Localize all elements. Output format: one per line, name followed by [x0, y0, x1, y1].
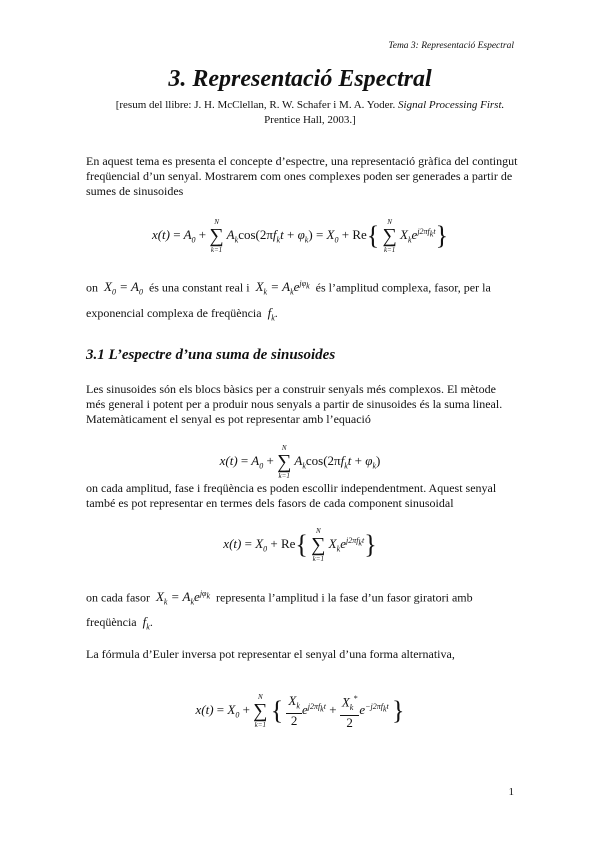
intro-frequency-line: exponencial complexa de freqüència $f_k$. — [86, 305, 278, 323]
intro-constant-line — [86, 279, 491, 297]
intro-on-word: on — [86, 280, 98, 295]
section-paragraph-2: on cada amplitud, fase i freqüència es poden escollir independentment. Aquest senyal també es pot representar en termes dels fasors de cada component sinusoidal — [86, 481, 497, 510]
page-number: 1 — [508, 786, 514, 798]
intro-phasor-text: és l’amplitud complexa, fasor, per la — [315, 280, 491, 295]
equation-inverse-euler: $x(t) = X_0$ + N ∑ k=1 { $\frac{X_k}{2}$ $e^{j2\pi f_kt}$ + $\frac{X_k^*}{2}$ $e^{-j2\pi f_kt}$ } — [195, 692, 405, 730]
math-xk-phasor-2: $X_k = A_ke^{j\varphi_k}$ — [155, 589, 211, 607]
reference-prefix: [resum del llibre: J. H. McClellan, R. W. Schafer i M. A. Yoder. — [115, 99, 396, 111]
intro-paragraph: En aquest tema es presenta el concepte d’espectre, una representació gràfica del contingut freqüencial d’un senyal. Mostrarem com ones complexes poden ser generades a partir de sumes de sinusoides — [86, 154, 518, 198]
page-title: 3. Representació Espectral — [168, 66, 432, 92]
section-heading-3-1: 3.1 L’espectre d’una suma de sinusoides — [86, 347, 336, 363]
equation-signal-sum-1: $x(t) = A_0$ + N ∑ k=1 $A_k\cos(2\pi f_kt + \varphi_k) = X_0 + Re${ N ∑ k=1 $X_ke^{j2\pi f_kt}$} — [151, 218, 449, 254]
phasor-description-line — [86, 589, 473, 607]
reference-publisher: Prentice Hall, 2003.] — [264, 114, 356, 126]
phasor-frequency-line: freqüència $f_k$. — [86, 614, 153, 632]
phasor-prefix: on cada fasor — [86, 590, 150, 605]
book-reference — [100, 98, 520, 128]
phasor-frequency-text: freqüència — [86, 615, 137, 629]
math-fk-2: $f_k$ — [142, 614, 150, 632]
math-fk: $f_k$ — [267, 305, 275, 323]
section-paragraph-1: Les sinusoides són els blocs bàsics per a construir senyals més complexos. El mètode més general i potent per a produir nous senyals a partir de sinusoides és la suma lineal. Matemàticament el senyal es pot representar amb l’equació — [86, 382, 503, 426]
phasor-suffix: representa l’amplitud i la fase d’un fasor giratori amb — [216, 590, 473, 605]
math-xk-phasor: $X_k = A_ke^{j\varphi_k}$ — [255, 279, 310, 297]
equation-signal-sum-2: $x(t) = A_0$ + N ∑ k=1 $A_k\cos(2\pi f_kt + \varphi_k)$ — [219, 444, 381, 480]
equation-signal-phasor: $x(t) = X_0 + Re${ N ∑ k=1 $X_ke^{j2\pi f_kt}$} — [223, 527, 377, 563]
reference-book-title: Signal Processing First. — [398, 99, 505, 111]
intro-frequency-text: exponencial complexa de freqüència — [86, 306, 262, 320]
euler-paragraph: La fórmula d’Euler inversa pot representar el senyal d’una forma alternativa, — [86, 647, 455, 661]
intro-constant-text: és una constant real i — [148, 280, 250, 295]
math-x0-equals-a0: $X_0 = A_0$ — [104, 279, 143, 297]
running-header: Tema 3: Representació Espectral — [388, 41, 514, 51]
